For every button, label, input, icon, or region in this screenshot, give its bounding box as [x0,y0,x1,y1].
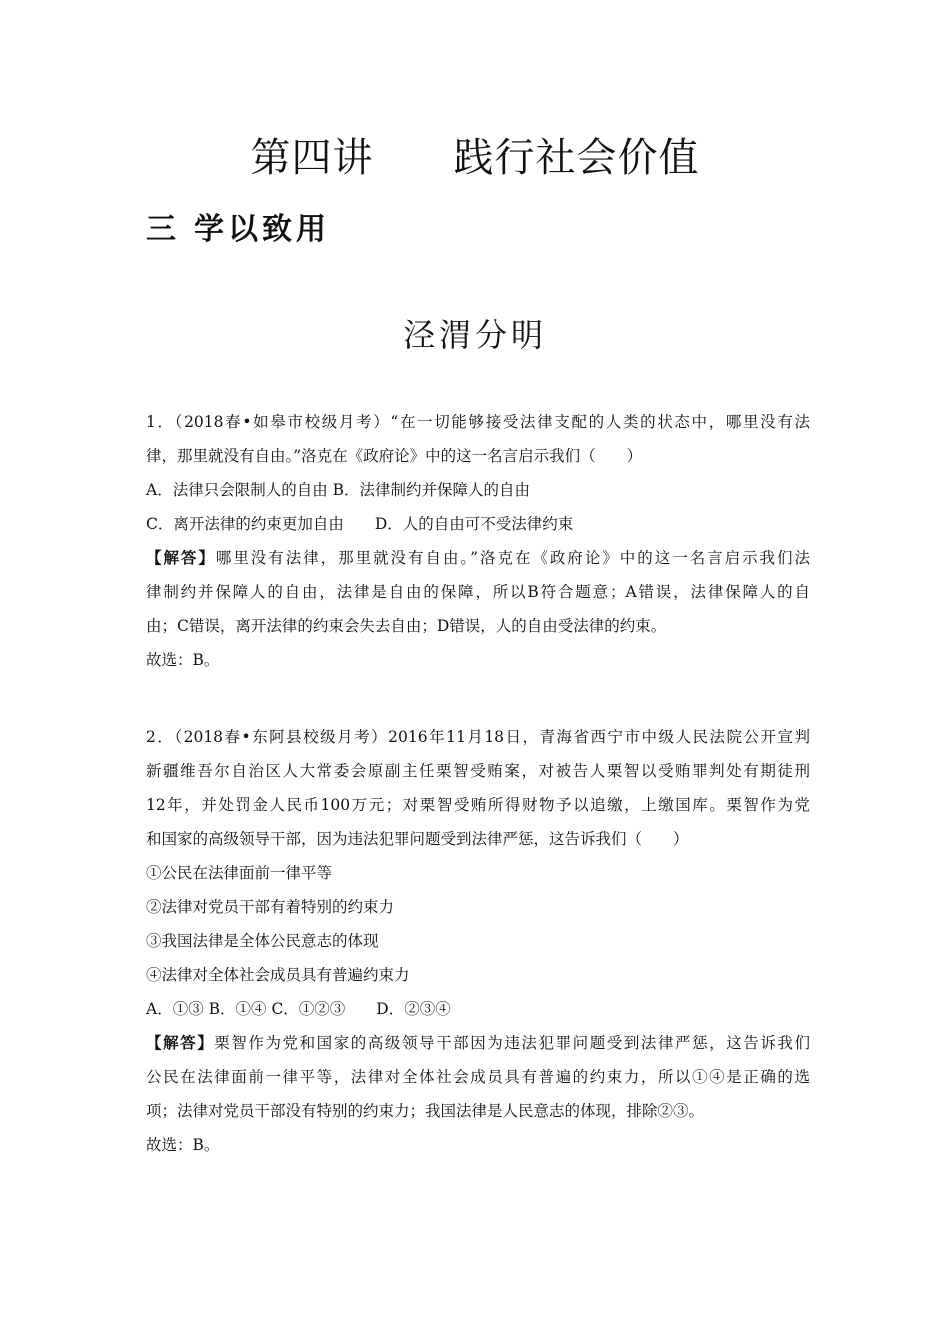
answer-line: 由；C错误，离开法律的约束会失去自由；D错误，人的自由受法律的约束。 [146,617,667,635]
answer-line: 公民在法律面前一律平等，法律对全体社会成员具有普遍的约束力，所以①④是正确的选 [146,1068,810,1086]
answer-line [146,541,810,575]
question-line: 和国家的高级领导干部，因为违法犯罪问题受到法律严惩，这告诉我们（ ） [146,830,689,848]
answer-tag: 【解答】 [146,548,216,567]
statement-line: ④法律对全体社会成员具有普遍约束力 [146,966,410,984]
answer-text: 栗智作为党和国家的高级领导干部因为违法犯罪问题受到法律严惩，这告诉我们 [214,1034,810,1052]
question-2 [146,720,810,1162]
answer-line [146,1026,810,1060]
question-line: 12年，并处罚金人民币100万元；对栗智受贿所得财物予以追缴，上缴国库。栗智作为党 [146,796,810,814]
answer-text: 哪里没有法律，那里就没有自由。”洛克在《政府论》中的这一名言启示我们法 [215,549,810,567]
statement-line: ①公民在法律面前一律平等 [146,864,333,882]
option-line: A．法律只会限制人的自由 B．法律制约并保障人的自由 [146,481,531,499]
lecture-number: 第四讲 [250,135,374,181]
answer-tag: 【解答】 [146,1033,215,1052]
statement-line: ③我国法律是全体公民意志的体现 [146,932,379,950]
section-number: 三 [146,212,180,247]
question-line: 新疆维吾尔自治区人大常委会原副主任栗智受贿案，对被告人栗智以受贿罪判处有期徒刑 [146,762,810,780]
lecture-title [0,126,950,183]
answer-line: 律制约并保障人的自由，法律是自由的保障，所以B符合题意；A错误，法律保障人的自 [146,583,810,601]
choice-line: 故选：B。 [146,651,220,669]
choice-line: 故选：B。 [146,1136,220,1154]
question-1 [146,405,810,677]
section-label: 学以致用 [194,212,330,247]
question-line: 1．（2018春•如皋市校级月考）“在一切能够接受法律支配的人类的状态中，哪里没有法 [146,413,810,431]
section-heading [146,204,330,248]
lecture-topic: 践行社会价值 [453,135,700,181]
subtitle: 泾渭分明 [402,316,547,354]
answer-line: 项；法律对党员干部没有特别的约束力；我国法律是人民意志的体现，排除②③。 [146,1102,705,1120]
statement-line: ②法律对党员干部有着特别的约束力 [146,898,395,916]
question-line: 律，那里就没有自由。”洛克在《政府论》中的这一名言启示我们（ ） [146,447,643,465]
question-line: 2．（2018春•东阿县校级月考）2016年11月18日，青海省西宁市中级人民法院公开宣判 [146,728,810,746]
option-line: C．离开法律的约束更加自由 D．人的自由可不受法律约束 [146,515,574,533]
option-line: A．①③ B．①④ C．①②③ D．②③④ [146,1000,451,1018]
